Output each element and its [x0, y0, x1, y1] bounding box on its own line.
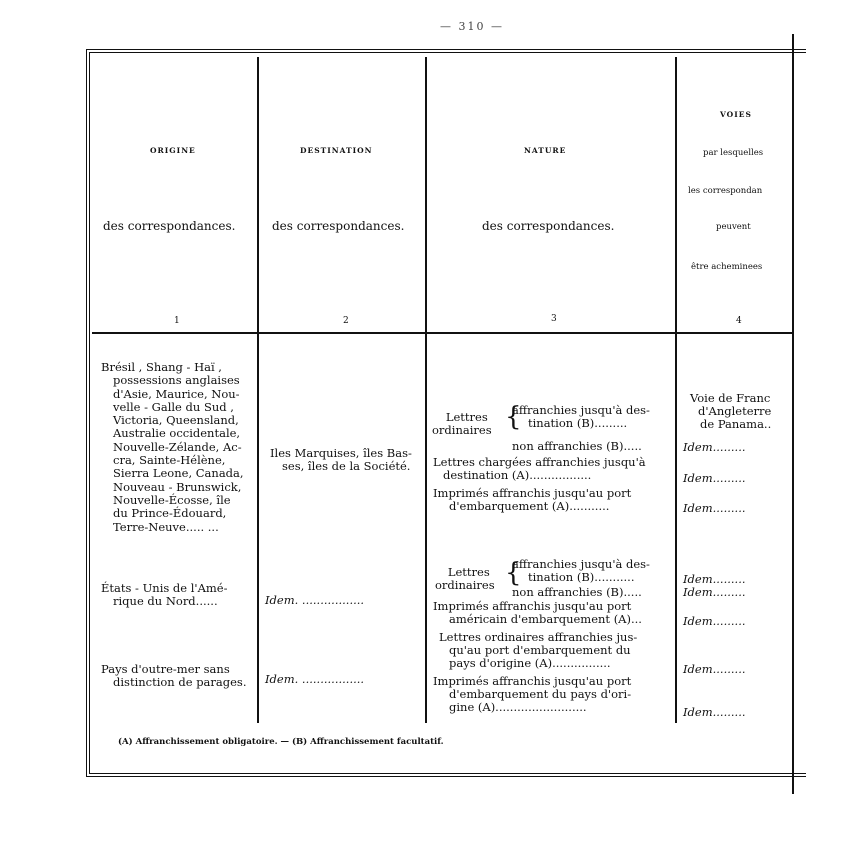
section1-non-affranchies: non affranchies (B).....: [512, 439, 642, 453]
section1-lettres-ordinaires: Lettres ordinaires: [432, 410, 492, 437]
footnote: (A) Affranchissement obligatoire. — (B) Affranchissement facultatif.: [118, 737, 444, 747]
col4-line-4: être acheminees: [691, 262, 763, 272]
col4-number: 4: [736, 316, 742, 326]
section1-imprimes: Imprimés affranchis jusqu'au port d'embarquement (A)...........: [433, 486, 632, 513]
col2-subtitle: des correspondances.: [272, 219, 405, 233]
page-edge: [792, 34, 794, 794]
col2-title: DESTINATION: [300, 146, 373, 155]
section3-destination: Idem. .................: [265, 672, 365, 686]
section2-affranchies: affranchies jusqu'à des- tination (B)...........: [512, 557, 650, 584]
column-rule-1: [257, 57, 259, 723]
section1-destination: Iles Marquises, îles Bas- ses, îles de la Société.: [270, 446, 412, 473]
section2-imprimes: Imprimés affranchis jusqu'au port américain d'embarquement (A)...: [433, 599, 642, 626]
section1-origin: Brésil , Shang - Haï , possessions anglaises d'Asie, Maurice, Nou- velle - Galle du Sud , Victoria, Queensland, Australie occidentale, Nouvelle-Zélande, Ac- cra, Sainte-Hélène, Sierra Leone, Canada, Nouveau - Brunswick, Nouvelle-Écosse, île du Prince-Édouard, Terre-Neuve..... ...: [101, 360, 244, 534]
col4-line-2: les correspondan: [688, 186, 763, 196]
section1-voies: Voie de Franc d'Angleterre de Panama..: [690, 391, 772, 431]
section3-idem-1: Idem.........: [683, 662, 746, 676]
section2-origin: États - Unis de l'Amé- rique du Nord......: [101, 581, 228, 609]
section2-idem-3: Idem.........: [683, 614, 746, 628]
section3-origin: Pays d'outre-mer sans distinction de parages.: [101, 662, 247, 690]
column-rule-3: [675, 57, 677, 723]
section3-lettres-ordinaires: Lettres ordinaires affranchies jus- qu'au port d'embarquement du pays d'origine (A)................: [439, 630, 638, 670]
col2-number: 2: [343, 316, 349, 326]
col3-subtitle: des correspondances.: [482, 219, 615, 233]
section3-imprimes: Imprimés affranchis jusqu'au port d'embarquement du pays d'ori- gine (A).........................: [433, 674, 632, 714]
section1-idem-2: Idem.........: [683, 471, 746, 485]
col4-line-3: peuvent: [716, 222, 751, 232]
section2-destination: Idem. .................: [265, 593, 365, 607]
section2-idem-2: Idem.........: [683, 585, 746, 599]
col4-title: VOIES: [720, 110, 752, 119]
col3-number: 3: [551, 314, 557, 324]
header-rule: [92, 332, 792, 334]
section1-affranchies: affranchies jusqu'à des- tination (B).........: [512, 403, 650, 430]
section1-idem-3: Idem.........: [683, 501, 746, 515]
section1-idem-1: Idem.........: [683, 440, 746, 454]
section2-idem-1: Idem.........: [683, 572, 746, 586]
col1-number: 1: [174, 316, 180, 326]
brace: {: [505, 402, 522, 432]
section2-lettres-ordinaires: Lettres ordinaires: [435, 565, 495, 592]
column-rule-2: [425, 57, 427, 723]
section3-idem-2: Idem.........: [683, 705, 746, 719]
col1-title: ORIGINE: [150, 146, 196, 155]
brace: {: [505, 558, 522, 588]
col4-line-1: par lesquelles: [703, 148, 764, 158]
col1-subtitle: des correspondances.: [103, 219, 236, 233]
page-number: — 310 —: [440, 20, 504, 33]
section2-non-affranchies: non affranchies (B).....: [512, 585, 642, 599]
col3-title: NATURE: [524, 146, 567, 155]
section1-lettres-chargees: Lettres chargées affranchies jusqu'à destination (A).................: [433, 455, 646, 482]
